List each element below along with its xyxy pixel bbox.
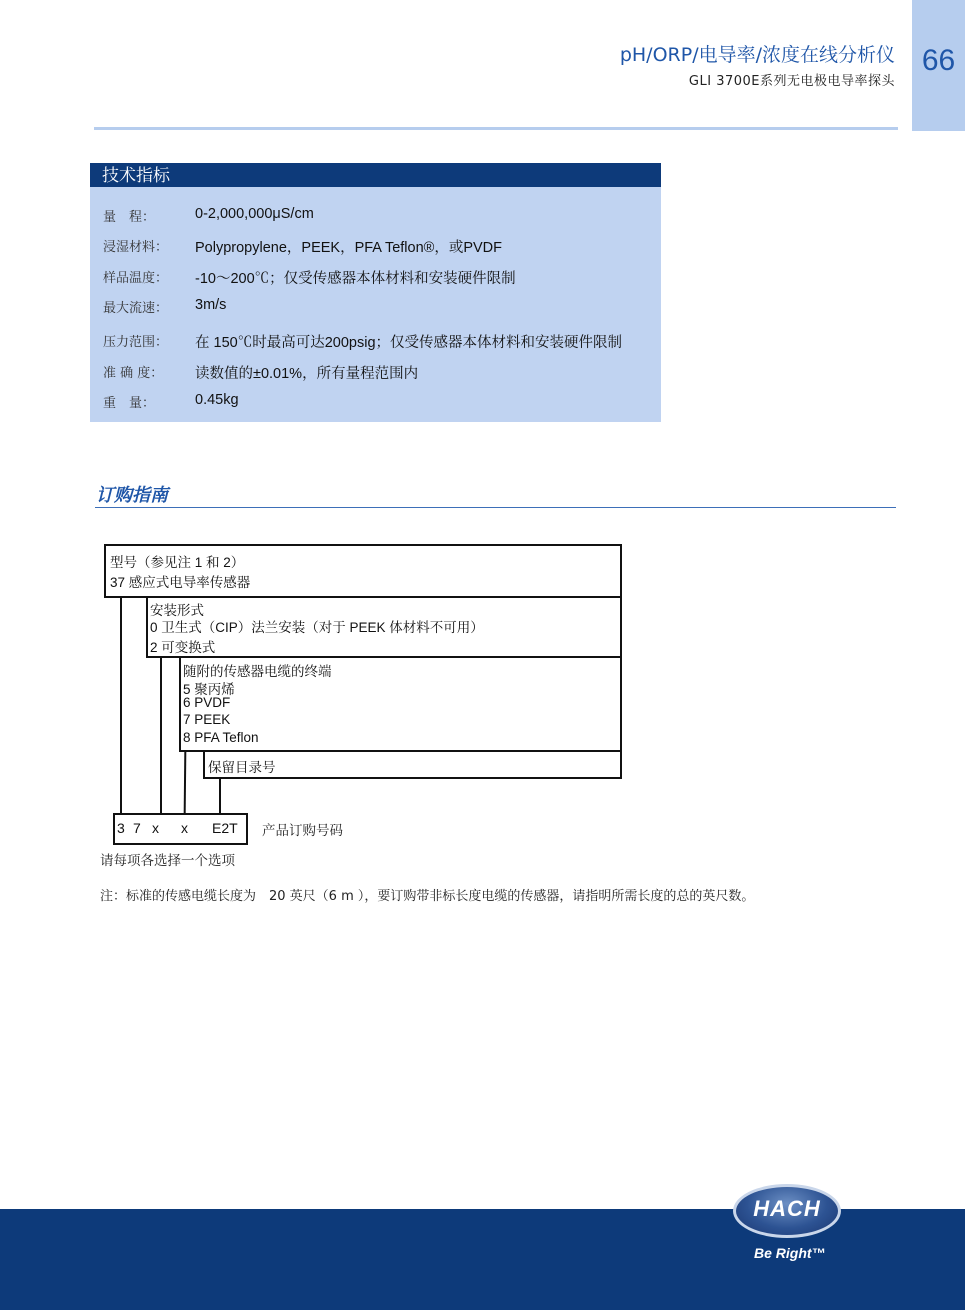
header-subtitle: GLI 3700E系列无电极电导率探头 <box>688 74 895 89</box>
connector-line <box>219 777 221 814</box>
cable-option: 5 聚丙烯 <box>183 682 235 697</box>
code-digit: 7 <box>133 820 141 836</box>
order-code-label: 产品订购号码 <box>262 823 343 839</box>
spec-title-bar <box>90 163 661 187</box>
spec-label: 最大流速： <box>103 301 169 316</box>
select-note: 请每项各选择一个选项 <box>100 853 235 869</box>
cable-termination-box <box>179 656 622 752</box>
spec-label: 重 量： <box>103 396 156 411</box>
header-divider <box>94 127 898 130</box>
cable-option: 8 PFA Teflon <box>183 730 259 745</box>
cable-box-title: 随附的传感器电缆的终端 <box>183 664 332 679</box>
spec-label: 量 程： <box>103 210 156 225</box>
order-guide-heading: 订购指南 <box>96 485 168 506</box>
code-placeholder: x <box>152 820 159 836</box>
tagline: Be Right™ <box>754 1245 826 1261</box>
model-option: 37 感应式电导率传感器 <box>110 575 251 590</box>
spec-value: 0.45kg <box>195 392 239 408</box>
mounting-box-title: 安装形式 <box>150 603 204 618</box>
code-placeholder: x <box>181 820 188 836</box>
mounting-box <box>146 596 622 658</box>
model-box <box>104 544 622 598</box>
spec-label: 压力范围： <box>103 335 169 350</box>
page-number: 66 <box>921 44 956 77</box>
spec-value: 读数值的±0.01%，所有量程范围内 <box>195 366 419 382</box>
spec-label: 准 确 度： <box>103 366 164 381</box>
connector-line <box>184 750 187 814</box>
catalog-box <box>203 750 622 779</box>
model-box-title: 型号（参见注 1 和 2） <box>110 555 245 570</box>
registered-mark: ® <box>842 1191 851 1201</box>
catalog-box-title: 保留目录号 <box>208 760 276 775</box>
spec-value: 在 150℃时最高可达200psig；仅受传感器本体材料和安装硬件限制 <box>195 335 623 351</box>
spec-value: Polypropylene，PEEK，PFA Teflon®，或PVDF <box>195 240 502 256</box>
hach-logo-text: HACH <box>753 1196 821 1221</box>
spec-value: 0-2,000,000μS/cm <box>195 206 314 222</box>
cable-option: 6 PVDF <box>183 695 231 710</box>
connector-line <box>120 596 122 814</box>
code-digit: 3 <box>117 820 125 836</box>
order-code-box <box>113 813 248 845</box>
mounting-option: 0 卫生式（CIP）法兰安装（对于 PEEK 体材料不可用） <box>150 620 484 635</box>
mounting-option: 2 可变换式 <box>150 640 216 655</box>
spec-value: -10～200℃；仅受传感器本体材料和安装硬件限制 <box>195 271 516 287</box>
spec-label: 样品温度： <box>103 271 169 286</box>
footnote: 注：标准的传感电缆长度为 20 英尺（6 m ），要订购带非标长度电缆的传感器，请指明所需长度的总的英尺数。 <box>100 889 755 904</box>
spec-panel <box>90 163 661 422</box>
code-suffix: E2T <box>212 820 238 836</box>
header-title: pH/ORP/电导率/浓度在线分析仪 <box>619 44 895 66</box>
order-guide-divider <box>95 507 896 508</box>
connector-line <box>160 656 162 814</box>
spec-value: 3m/s <box>195 297 227 313</box>
spec-label: 浸湿材料： <box>103 240 169 255</box>
spec-title: 技术指标 <box>102 166 170 186</box>
cable-option: 7 PEEK <box>183 712 231 727</box>
